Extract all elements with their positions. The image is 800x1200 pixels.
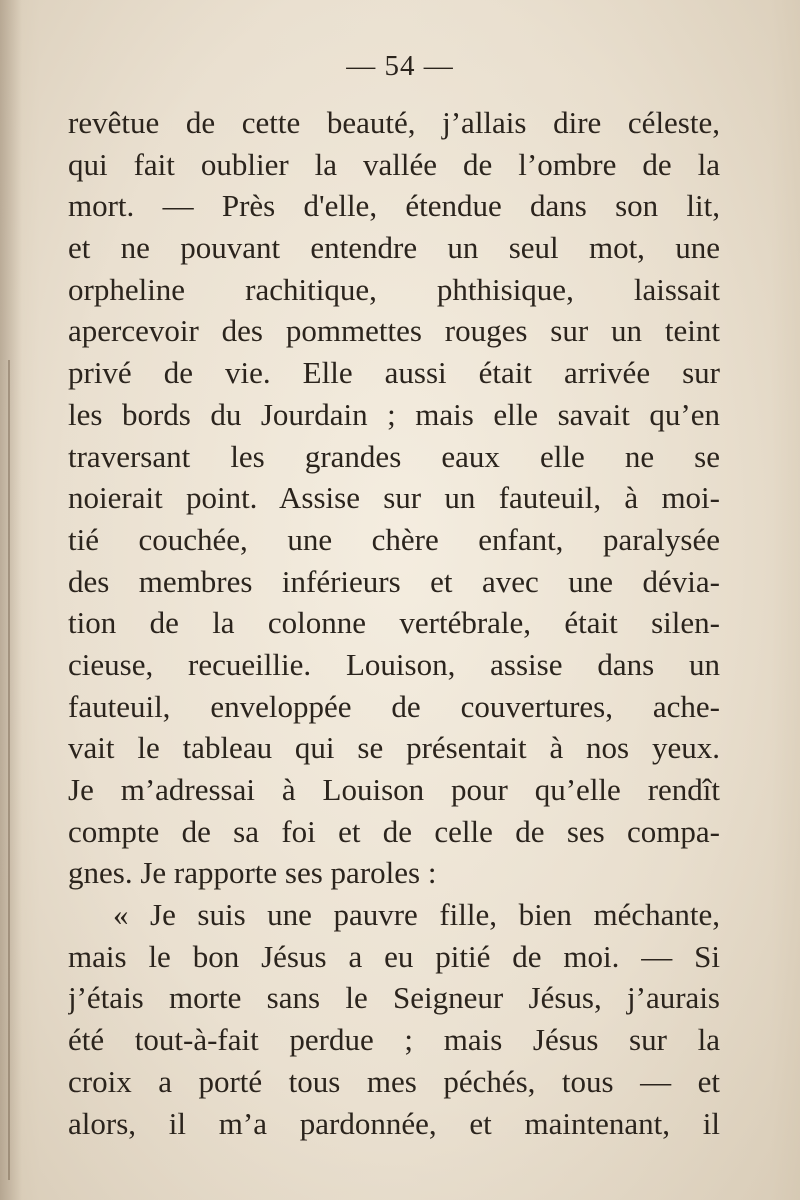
text-line: traversant les grandes eaux elle ne se: [68, 438, 720, 474]
page-number: — 54 —: [346, 50, 454, 82]
binding-edge: [8, 360, 10, 1180]
text-line: compte de sa foi et de celle de ses compa-: [68, 813, 720, 849]
text-line: noierait point. Assise sur un fauteuil, à moi-: [68, 480, 720, 516]
text-line: Je m’adressai à Louison pour qu’elle rendît: [68, 772, 720, 807]
text-line: j’étais morte sans le Seigneur Jésus, j’aurais: [68, 980, 720, 1016]
text-line: privé de vie. Elle aussi était arrivée sur: [68, 355, 720, 391]
text-line: apercevoir des pommettes rouges sur un teint: [68, 313, 720, 349]
text-line: mort. — Près d'elle, étendue dans son lit,: [68, 188, 720, 224]
text-line: les bords du Jourdain ; mais elle savait qu’en: [68, 396, 720, 432]
text-line: orpheline rachitique, phthisique, laissait: [68, 271, 720, 307]
text-line: tion de la colonne vertébrale, était silen-: [68, 605, 720, 641]
text-line: vait le tableau qui se présentait à nos yeux.: [68, 730, 720, 766]
text-line: gnes. Je rapporte ses paroles :: [68, 855, 437, 891]
text-line: qui fait oublier la vallée de l’ombre de la: [68, 146, 720, 182]
text-line: été tout-à-fait perdue ; mais Jésus sur la: [68, 1022, 720, 1058]
text-line: tié couchée, une chère enfant, paralysée: [68, 521, 720, 557]
binding-gutter: [0, 0, 22, 1200]
text-line: cieuse, recueillie. Louison, assise dans un: [68, 646, 720, 682]
text-line: et ne pouvant entendre un seul mot, une: [68, 230, 720, 266]
text-line: « Je suis une pauvre fille, bien méchante,: [113, 897, 720, 933]
text-line: des membres inférieurs et avec une dévia-: [68, 563, 720, 599]
text-line: alors, il m’a pardonnée, et maintenant, il: [68, 1105, 720, 1141]
text-line: fauteuil, enveloppée de couvertures, ache-: [68, 688, 720, 724]
body-text: [68, 102, 720, 1144]
text-line: mais le bon Jésus a eu pitié de moi. — Si: [68, 938, 720, 974]
text-line: croix a porté tous mes péchés, tous — et: [68, 1063, 720, 1099]
text-line: revêtue de cette beauté, j’allais dire céleste,: [68, 105, 720, 140]
